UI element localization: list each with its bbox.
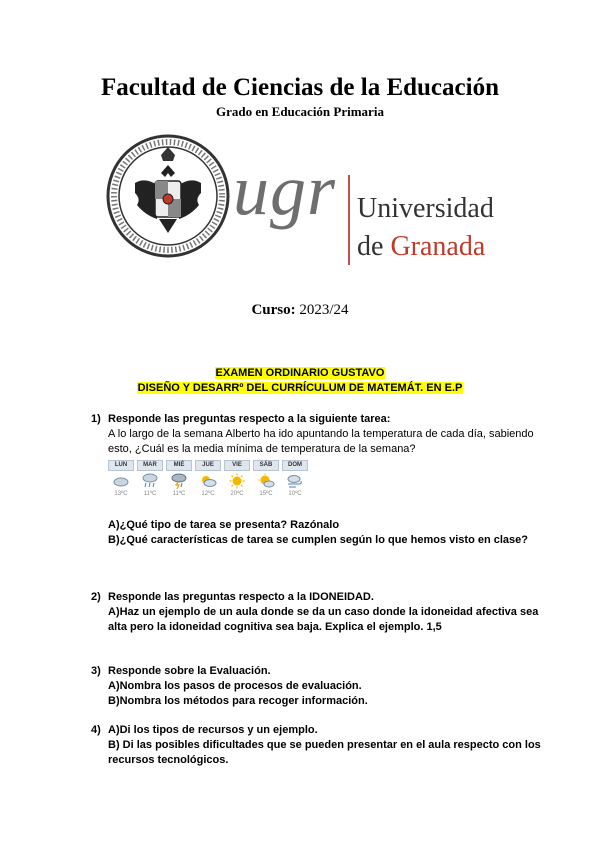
degree-subtitle: Grado en Educación Primaria [216, 104, 384, 119]
exam-title-line1-text: EXAMEN ORDINARIO GUSTAVO [215, 367, 385, 379]
university-name-line2 [357, 231, 485, 263]
ugr-wordmark: ugr [233, 150, 337, 230]
exam-title-line1 [0, 367, 600, 379]
question-text: Responde las preguntas respecto a la IDONEIDAD. [108, 591, 374, 603]
weather-day-label: DOM [282, 460, 308, 471]
weather-day-label: VIE [224, 460, 250, 471]
question-number: 1) [91, 413, 101, 425]
weather-temp: 11ºC [143, 491, 157, 497]
university-seal-icon [105, 133, 231, 259]
weather-day-label: MAR [137, 460, 163, 471]
university-name-prefix: de [357, 231, 391, 262]
weather-temp: 15ºC [259, 491, 273, 497]
exam-title-line2 [0, 382, 600, 394]
weather-day [166, 460, 192, 497]
question-subitem-b: B)Nombra los métodos para recoger información. [108, 695, 368, 707]
partly-sunny-icon [253, 471, 279, 491]
wind-icon [282, 471, 308, 491]
weather-day-label: MIÉ [166, 460, 192, 471]
weather-day [253, 460, 279, 497]
storm-icon [166, 471, 192, 491]
weather-day [195, 460, 221, 497]
course-line [0, 302, 600, 319]
weather-temp: 20ºC [230, 491, 244, 497]
partly-sunny-icon [195, 471, 221, 491]
course-label: Curso: [251, 302, 296, 318]
weather-day [137, 460, 163, 497]
course-value: 2023/24 [299, 302, 349, 318]
weather-temp: 13ºC [114, 491, 128, 497]
rain-icon [137, 471, 163, 491]
question-text: Responde sobre la Evaluación. [108, 665, 271, 677]
logo-divider [348, 175, 350, 265]
sun-icon [224, 471, 250, 491]
cloudy-icon [108, 471, 134, 491]
question-number: 2) [91, 591, 101, 603]
question-subitem-b: B) Di las posibles dificultades que se pueden presentar en el aula respecto con los recursos tecnológicos. [108, 739, 541, 766]
weather-temp: 10ºC [288, 491, 302, 497]
exam-title-line2-text: DISEÑO Y DESARRº DEL CURRÍCULUM DE MATEMÁT. EN E.P [137, 382, 463, 394]
question-body: A lo largo de la semana Alberto ha ido apuntando la temperatura de cada día, sabiendo esto, ¿Cuál es la media mínima de temperatura de la semana? [108, 428, 534, 455]
question-1 [91, 412, 541, 457]
question-text: A)Di los tipos de recursos y un ejemplo. [108, 724, 318, 736]
weather-day [282, 460, 308, 497]
question-number: 3) [91, 665, 101, 677]
question-2 [91, 590, 541, 635]
question-3 [91, 664, 541, 709]
faculty-title: Facultad de Ciencias de la Educación [101, 74, 499, 101]
university-name-line1: Universidad [357, 193, 494, 224]
question-1-subquestions [91, 518, 541, 548]
weather-day-label: SÁB [253, 460, 279, 471]
weather-day [224, 460, 250, 497]
weather-day-label: JUE [195, 460, 221, 471]
question-4 [91, 723, 541, 768]
question-subitem-b: B)¿Qué características de tarea se cumplen según lo que hemos visto en clase? [108, 534, 528, 546]
ugr-logo [105, 133, 525, 273]
weather-forecast [108, 460, 308, 497]
question-subitem-a: A)Haz un ejemplo de un aula donde se da un caso donde la idoneidad afectiva sea alta pero la idoneidad cognitiva sea baja. Explica el ejemplo. 1,5 [108, 606, 539, 633]
weather-temp: 11ºC [172, 491, 186, 497]
question-number: 4) [91, 724, 101, 736]
weather-day [108, 460, 134, 497]
university-name-granada: Granada [390, 231, 486, 262]
question-subitem-a: A)¿Qué tipo de tarea se presenta? Razónalo [108, 519, 340, 531]
weather-temp: 12ºC [201, 491, 215, 497]
question-subitem-a: A)Nombra los pasos de procesos de evaluación. [108, 680, 362, 692]
question-text: Responde las preguntas respecto a la siguiente tarea: [108, 413, 391, 425]
weather-day-label: LUN [108, 460, 134, 471]
